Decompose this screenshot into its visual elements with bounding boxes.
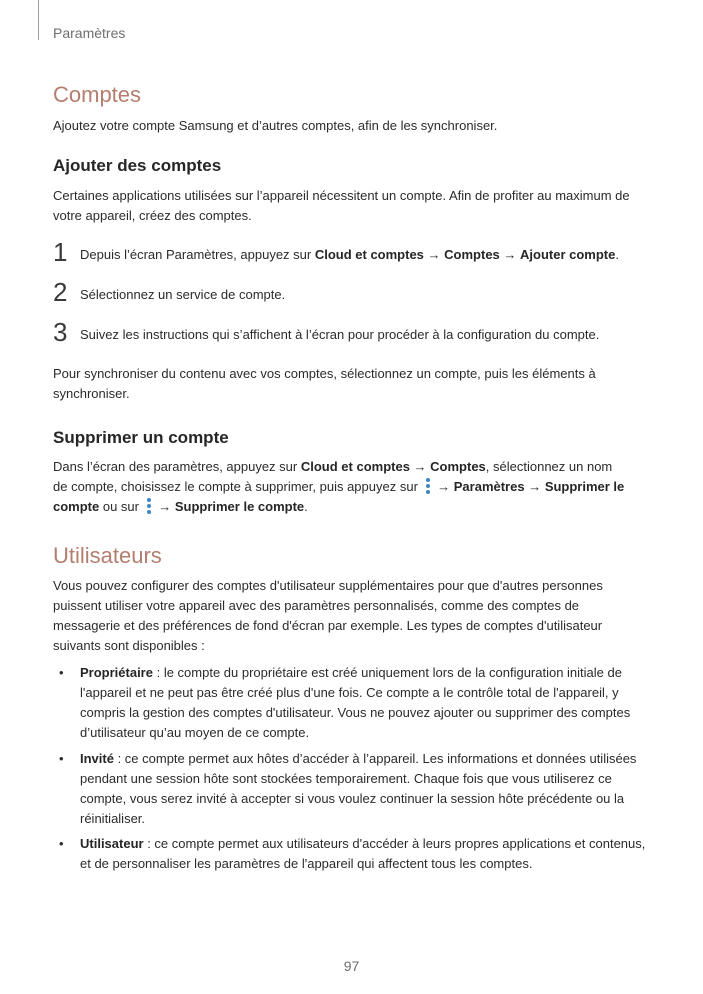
subsection-title-add: Ajouter des comptes: [53, 156, 222, 175]
remove-instructions: Dans l’écran des paramètres, appuyez sur Cloud et comptes → Comptes, sélectionnez un nom de compte, choisissez le compte à supprimer, puis appuyez sur → Paramètres → Supprimer le compte ou sur → Supprimer le compte.: [53, 459, 625, 514]
users-intro: Vous pouvez configurer des comptes d'utilisateur supplémentaires pour que d'autres personnes puissent utiliser votre appareil avec des paramètres personnalisés, comme des comptes de messagerie et des préférences de fond d'écran par exemple. Les types de comptes d'utilisateur suivants sont disponibles :: [53, 578, 603, 653]
step-text: Suivez les instructions qui s’affichent à l’écran pour procéder à la configuration du compte.: [80, 327, 600, 342]
step-3: [53, 317, 653, 351]
step-text: Sélectionnez un service de compte.: [80, 287, 286, 302]
more-options-icon: [424, 478, 432, 494]
add-intro: Certaines applications utilisées sur l’appareil nécessitent un compte. Afin de profiter au maximum de votre appareil, créez des comptes.: [53, 188, 630, 223]
section-header: Paramètres: [53, 25, 126, 41]
subsection-title-remove: Supprimer un compte: [53, 428, 229, 447]
page-number: 97: [343, 958, 360, 974]
step-number: 1: [53, 237, 68, 267]
header-rule: [38, 0, 39, 40]
bullet-dot: •: [59, 665, 64, 680]
bullet-text: Invité : ce compte permet aux hôtes d’accéder à l’appareil. Les informations et données utilisées pendant une session hôte sont stockées temporairement. Chaque fois que vous utiliserez ce compte, vous serez invité à accepter si vous voulez continuer la session hôte précédente ou la réinitialiser.: [80, 751, 637, 826]
bullet-text: Utilisateur : ce compte permet aux utilisateurs d'accéder à leurs propres applications et contenus, et de personnaliser les paramètres de l'appareil qui affectent tous les comptes.: [80, 836, 646, 871]
step-number: 2: [53, 277, 68, 307]
step-text: Depuis l’écran Paramètres, appuyez sur Cloud et comptes → Comptes → Ajouter compte.: [80, 247, 619, 262]
section-title-users: Utilisateurs: [53, 543, 162, 568]
more-options-icon: [145, 498, 153, 514]
step-2: [53, 277, 653, 311]
step-number: 3: [53, 317, 68, 347]
section-title-comptes: Comptes: [53, 82, 142, 107]
comptes-intro: Ajoutez votre compte Samsung et d’autres comptes, afin de les synchroniser.: [53, 118, 498, 133]
bullet-dot: •: [59, 836, 64, 851]
bullet-dot: •: [59, 751, 64, 766]
sync-note: Pour synchroniser du contenu avec vos comptes, sélectionnez un compte, puis les éléments à synchroniser.: [53, 366, 596, 401]
bullet-text: Propriétaire : le compte du propriétaire est créé uniquement lors de la configuration initiale de l'appareil et ne peut pas être créé plus d'une fois. Ce compte a le contrôle total de l'appareil, y compris la gestion des comptes d'utilisateur. Vous ne pouvez ajouter ou supprimer des comptes d’utilisateur qu’au moyen de ce compte.: [80, 665, 631, 740]
step-1: [53, 237, 653, 271]
